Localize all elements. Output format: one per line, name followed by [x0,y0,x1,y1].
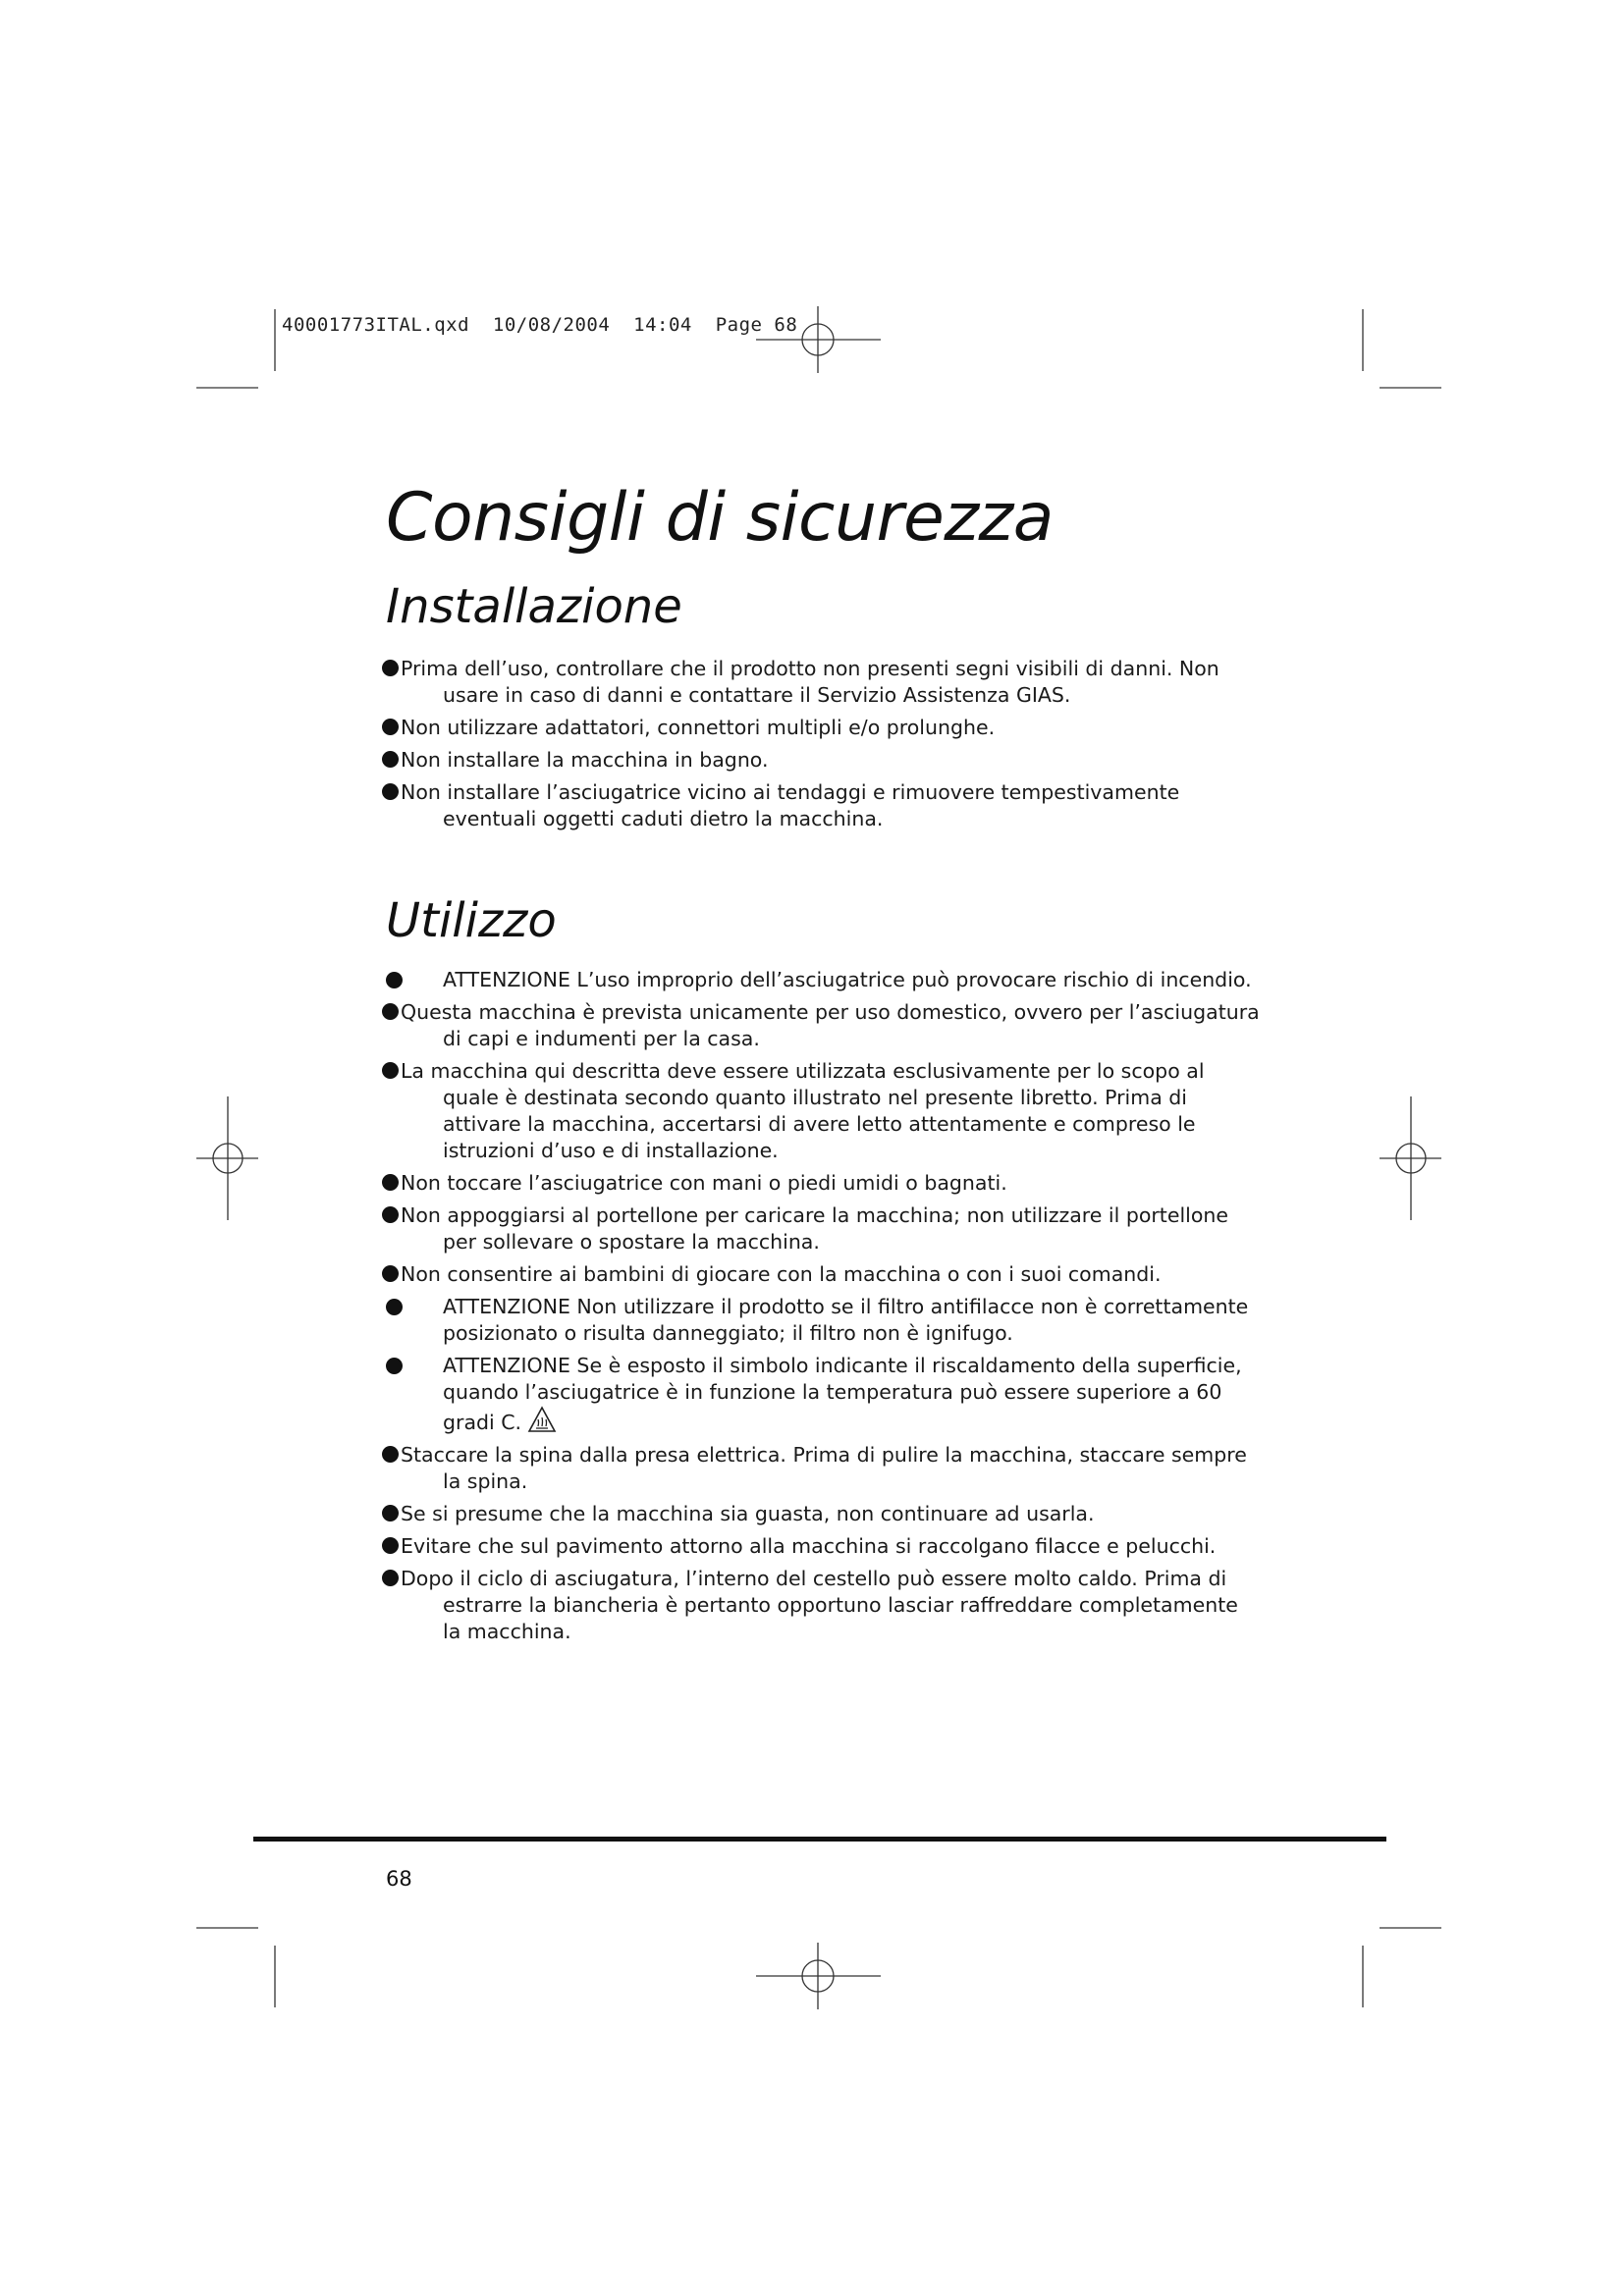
page-number: 68 [386,1867,412,1891]
page-title: Consigli di sicurezza [386,479,1054,557]
list-item: Non toccare l’asciugatrice con mani o piedi umidi o bagnati. [382,1170,1261,1197]
section-title-installazione: Installazione [386,579,682,634]
bullet-icon [382,1062,399,1079]
registration-mark-icon [1380,1096,1441,1220]
list-item: Non utilizzare adattatori, connettori multipli e/o prolunghe. [382,715,1261,741]
bullet-icon [382,1206,399,1223]
bullet-icon [382,1265,399,1282]
section-title-utilizzo: Utilizzo [386,893,557,948]
list-item: Prima dell’uso, controllare che il prodotto non presenti segni visibili di danni. Non usare in caso di danni e contattare il Servizio Assistenza GIAS. [382,656,1261,709]
list-item: Staccare la spina dalla presa elettrica. Prima di pulire la macchina, staccare sempre la spina. [382,1442,1261,1495]
footer-rule [253,1837,1386,1842]
utilizzo-list [382,967,1261,1651]
registration-mark-icon [196,1096,258,1220]
list-item-warning: ATTENZIONE Se è esposto il simbolo indicante il riscaldamento della superficie, quando l’asciugatrice è in funzione la temperatura può essere superiore a 60 gradi C. [382,1353,1261,1436]
bullet-icon [382,1003,399,1020]
bullet-icon [386,1299,403,1315]
bullet-icon [382,719,399,735]
list-item: Se si presume che la macchina sia guasta, non continuare ad usarla. [382,1501,1261,1527]
bullet-icon [386,972,403,988]
list-item: Non installare la macchina in bagno. [382,747,1261,774]
list-item: Non consentire ai bambini di giocare con la macchina o con i suoi comandi. [382,1261,1261,1288]
bullet-icon [386,1358,403,1374]
list-item: La macchina qui descritta deve essere utilizzata esclusivamente per lo scopo al quale è destinata secondo quanto illustrato nel presente libretto. Prima di attivare la macchina, accertarsi di avere letto attentamente e compreso le istruzioni d’uso e di installazione. [382,1058,1261,1164]
file-slug: 40001773ITAL.qxd 10/08/2004 14:04 Page 68 [282,314,798,336]
bullet-icon [382,1570,399,1586]
installazione-list [382,656,1261,838]
bullet-icon [382,783,399,800]
list-item-warning: ATTENZIONE Non utilizzare il prodotto se il filtro antifilacce non è correttamente posizionato o risulta danneggiato; il filtro non è ignifugo. [382,1294,1261,1347]
bullet-icon [382,1537,399,1554]
bullet-icon [382,1174,399,1191]
bullet-icon [382,1505,399,1522]
list-item: Non appoggiarsi al portellone per caricare la macchina; non utilizzare il portellone per sollevare o spostare la macchina. [382,1202,1261,1255]
list-item: Evitare che sul pavimento attorno alla macchina si raccolgano filacce e pelucchi. [382,1533,1261,1560]
bullet-icon [382,751,399,768]
bullet-icon [382,660,399,676]
bullet-icon [382,1446,399,1463]
registration-mark-icon [756,1943,881,2009]
list-item: Dopo il ciclo di asciugatura, l’interno del cestello può essere molto caldo. Prima di estrarre la biancheria è pertanto opportuno lasciar raffreddare completamente la macchina. [382,1566,1261,1645]
list-item: Non installare l’asciugatrice vicino ai tendaggi e rimuovere tempestivamente eventuali oggetti caduti dietro la macchina. [382,779,1261,832]
list-item-warning: ATTENZIONE L’uso improprio dell’asciugatrice può provocare rischio di incendio. [382,967,1261,993]
list-item: Questa macchina è prevista unicamente per uso domestico, ovvero per l’asciugatura di capi e indumenti per la casa. [382,999,1261,1052]
hot-surface-warning-icon [527,1406,557,1433]
